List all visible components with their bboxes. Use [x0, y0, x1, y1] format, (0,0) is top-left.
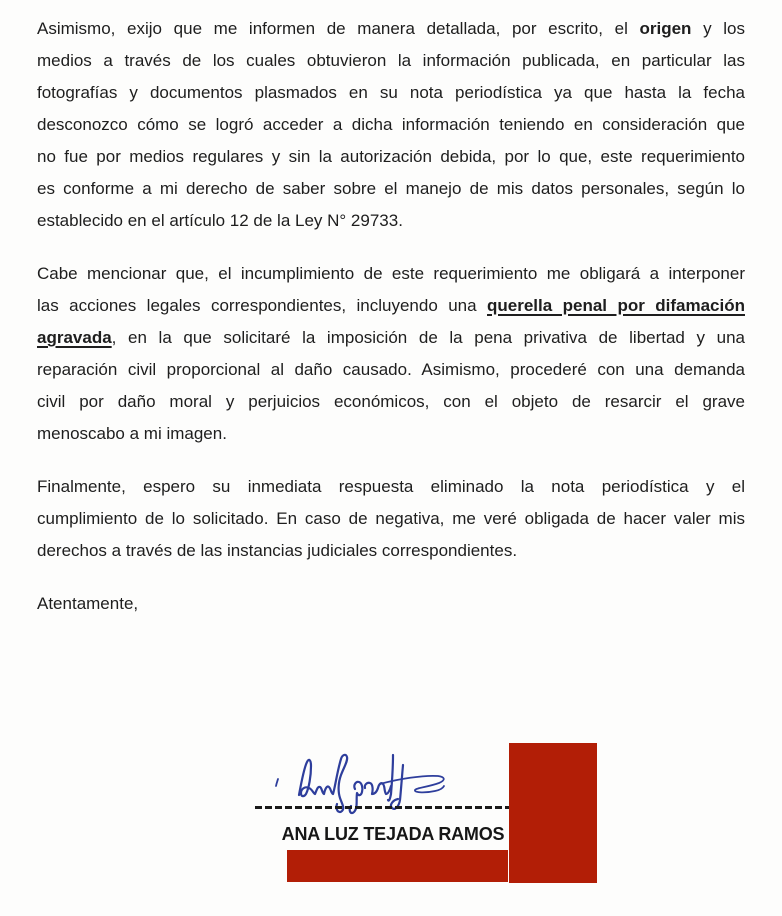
redaction-block-horizontal: [287, 850, 508, 882]
body-text: desconozco cómo se logró acceder a dicha información teniendo en consideración que: [37, 115, 745, 134]
paragraph-p3: [37, 471, 745, 567]
body-text: civil por daño moral y perjuicios económicos, con el objeto de resarcir el grave: [37, 392, 745, 411]
redaction-block-vertical: [509, 743, 597, 883]
emphasized-text: agravada: [37, 328, 112, 347]
text-line: [37, 109, 745, 141]
body-text: y los: [691, 19, 745, 38]
text-line: [37, 354, 745, 386]
text-line: [37, 205, 745, 237]
text-line: [37, 322, 745, 354]
letter-body: [37, 13, 745, 620]
body-text: , en la que solicitaré la imposición de la pena privativa de libertad y una: [111, 328, 745, 347]
text-line: [37, 173, 745, 205]
signatory-name: ANA LUZ TEJADA RAMOS: [281, 824, 505, 844]
text-line: [37, 258, 745, 290]
text-line: [37, 141, 745, 173]
text-line: [37, 386, 745, 418]
text-line: [37, 535, 745, 567]
body-text: Asimismo, exijo que me informen de manera detallada, por escrito, el: [37, 19, 640, 38]
text-line: [37, 471, 745, 503]
emphasized-text: querella penal por difamación: [487, 296, 745, 315]
emphasized-text: origen: [639, 19, 692, 38]
body-text: Finalmente, espero su inmediata respuesta eliminado la nota periodística y el: [37, 477, 745, 496]
body-text: derechos a través de las instancias judiciales correspondientes.: [37, 541, 518, 560]
text-line: [37, 77, 745, 109]
text-line: [37, 45, 745, 77]
body-text: fotografías y documentos plasmados en su nota periodística ya que hasta la fecha: [37, 83, 745, 102]
signature-dashed-line: [255, 806, 509, 809]
paragraph-p1: [37, 13, 745, 237]
text-line: [37, 13, 745, 45]
body-text: reparación civil proporcional al daño causado. Asimismo, procederé con una demanda: [37, 360, 745, 379]
body-text: establecido en el artículo 12 de la Ley N° 29733.: [37, 211, 403, 230]
paragraph-p2: [37, 258, 745, 450]
text-line: [37, 503, 745, 535]
closing-salutation: Atentamente,: [37, 594, 139, 613]
text-line: [37, 418, 745, 450]
body-text: cumplimiento de lo solicitado. En caso de negativa, me veré obligada de hacer valer mis: [37, 509, 745, 528]
body-text: medios a través de los cuales obtuvieron la información publicada, en particular las: [37, 51, 745, 70]
text-line: [37, 290, 745, 322]
body-text: no fue por medios regulares y sin la autorización debida, por lo que, este requerimiento: [37, 147, 745, 166]
body-text: menoscabo a mi imagen.: [37, 424, 227, 443]
body-text: Cabe mencionar que, el incumplimiento de este requerimiento me obligará a interponer: [37, 264, 745, 283]
body-text: las acciones legales correspondientes, incluyendo una: [37, 296, 488, 315]
body-text: es conforme a mi derecho de saber sobre el manejo de mis datos personales, según lo: [37, 179, 745, 198]
handwritten-signature-icon: [268, 744, 468, 822]
